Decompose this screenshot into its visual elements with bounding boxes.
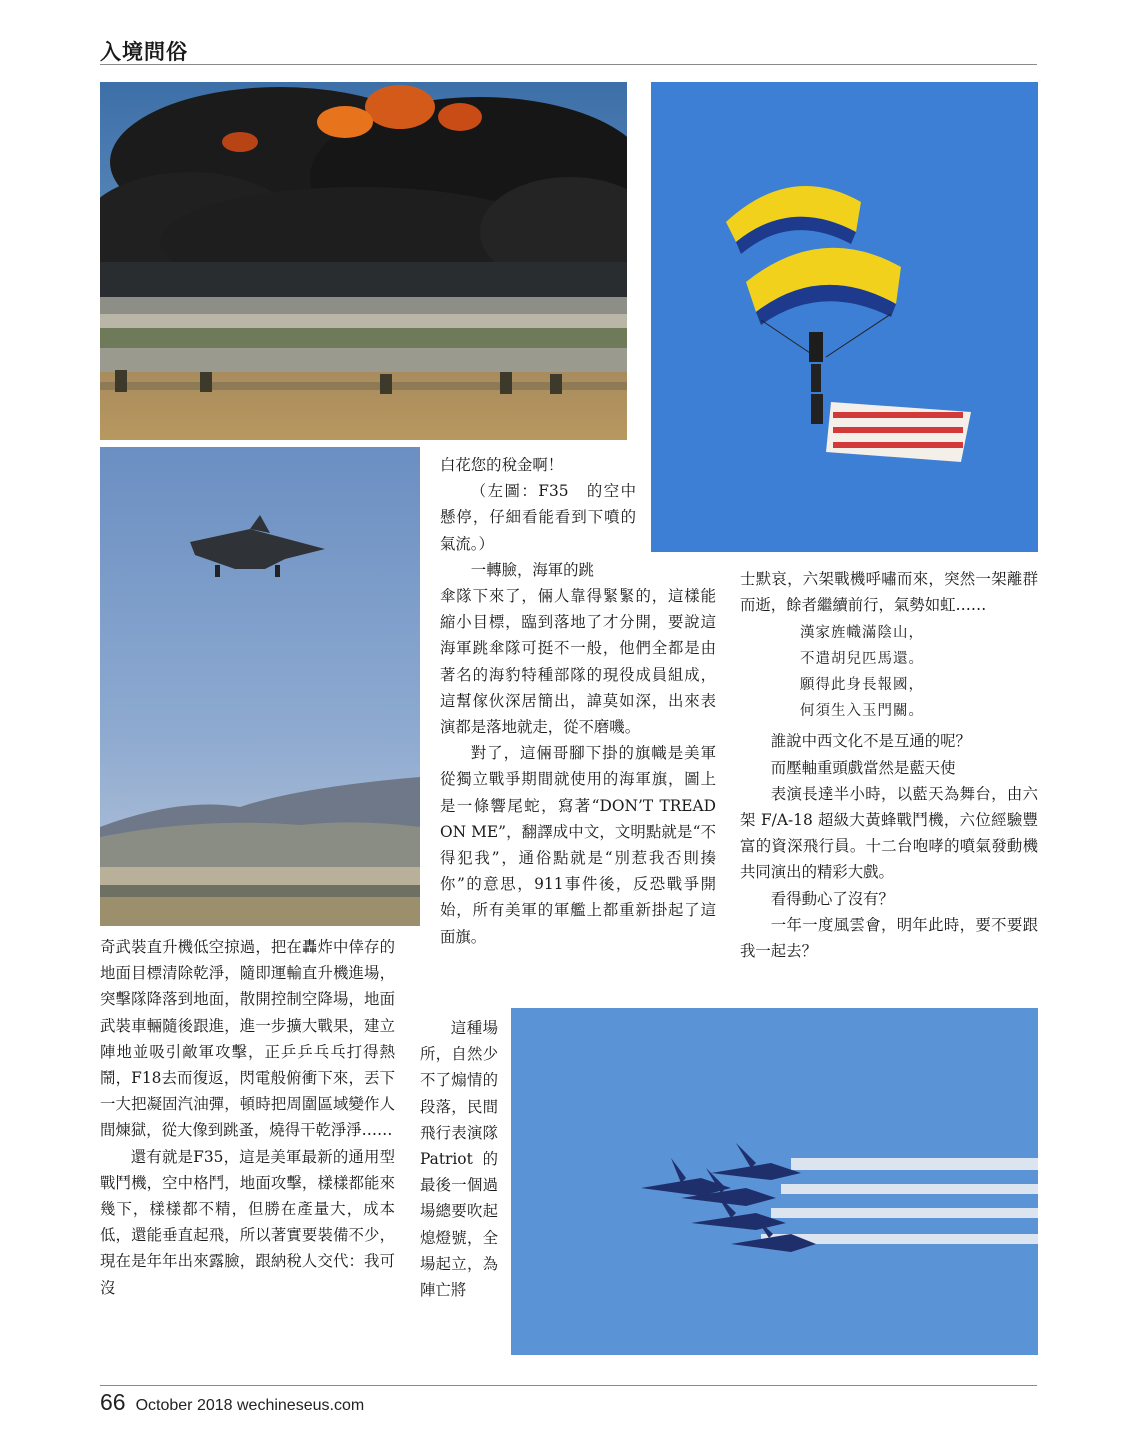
paragraph: 傘隊下來了，倆人靠得緊緊的，這樣能縮小目標，臨到落地了才分開，要說這海軍跳傘隊可挺不一般，他們全都是由著名的海豹特種部隊的現役成員組成，這幫傢伙深居簡出，諱莫如深，出來表演都是落地就走，從不磨嘰。 xyxy=(440,587,716,737)
paragraph: （左圖：F35 的空中懸停，仔細看能看到下噴的氣流。） xyxy=(440,482,636,553)
photo-blue-angels xyxy=(511,1008,1038,1355)
photo-explosion xyxy=(100,82,627,440)
paragraph: 白花您的稅金啊！ xyxy=(440,456,564,474)
footer xyxy=(100,1389,364,1416)
paragraph: 表演長達半小時，以藍天為舞台，由六架 F/A-18 超級大黃蜂戰鬥機，六位經驗豐富的資深飛行員。十二台咆哮的噴氣發動機共同演出的精彩大戲。 xyxy=(740,784,1038,882)
poem-line: 願得此身長報國， xyxy=(800,677,924,694)
paragraph: 還有就是F35，這是美軍最新的通用型戰鬥機，空中格鬥，地面攻擊，樣樣都能來幾下，樣樣都不精，但勝在產量大，成本低，還能垂直起飛，所以著實要裝備不少，現在是年年出來露臉，跟納稅人交代：我可沒 xyxy=(100,1147,395,1297)
paragraph: 看得動心了沒有？ xyxy=(770,889,894,908)
column-right xyxy=(740,566,1038,964)
paragraph: 誰說中西文化不是互通的呢？ xyxy=(770,732,971,751)
paragraph: 奇武裝直升機低空掠過，把在轟炸中倖存的地面目標清除乾淨，隨即運輸直升機進場，突擊隊降落到地面，散開控制空降場，地面武裝車輛隨後跟進，進一步擴大戰果，建立陣地並吸引敵軍攻擊，正乒乒乓乓打得熱鬧，F18去而復返，閃電般俯衝下來，丟下一大把凝固汽油彈，頓時把周圍區域變作人間煉獄，從大像到跳蚤，燒得干乾淨淨…… xyxy=(100,938,395,1140)
paragraph: 對了，這倆哥腳下掛的旗幟是美軍從獨立戰爭期間就使用的海軍旗，圖上是一條響尾蛇，寫著“DON’T TREAD ON ME”，翻譯成中文，文明點就是“不得犯我”，通俗點就是“別惹我否則揍你”的意思，911事件後，反恐戰爭開始，所有美軍的軍艦上都重新掛起了這面旗。 xyxy=(440,744,716,946)
paragraph: 一轉臉，海軍的跳 xyxy=(470,560,594,579)
footer-issue-site: October 2018 wechineseus.com xyxy=(135,1397,365,1414)
paragraph: 士默哀，六架戰機呼嘯而來，突然一架離群而逝，餘者繼續前行，氣勢如虹…… xyxy=(740,570,1038,615)
paragraph: 這種場所，自然少不了煽情的段落，民間飛行表演隊Patriot的最後一個過場總要吹起熄燈號，全場起立，為陣亡將 xyxy=(420,1019,498,1300)
column-narrow xyxy=(420,1015,498,1303)
header-rule xyxy=(100,64,1037,65)
poem-line: 何須生入玉門關。 xyxy=(800,703,924,720)
column-left xyxy=(100,934,395,1301)
footer-rule xyxy=(100,1385,1037,1386)
column-middle-top xyxy=(440,452,636,583)
poem-line: 漢家旌幟滿陰山， xyxy=(800,625,924,642)
paragraph: 而壓軸重頭戲當然是藍天使 xyxy=(770,758,956,777)
paragraph: 一年一度風雲會，明年此時，要不要跟我一起去？ xyxy=(740,915,1038,961)
poem-line: 不遣胡兒匹馬還。 xyxy=(800,651,924,668)
page-number: 66 xyxy=(100,1389,126,1415)
section-title: 入境問俗 xyxy=(100,39,188,64)
column-middle xyxy=(440,583,716,950)
photo-parachute-team xyxy=(651,82,1038,552)
poem xyxy=(740,620,1038,724)
photo-f35 xyxy=(100,447,420,926)
